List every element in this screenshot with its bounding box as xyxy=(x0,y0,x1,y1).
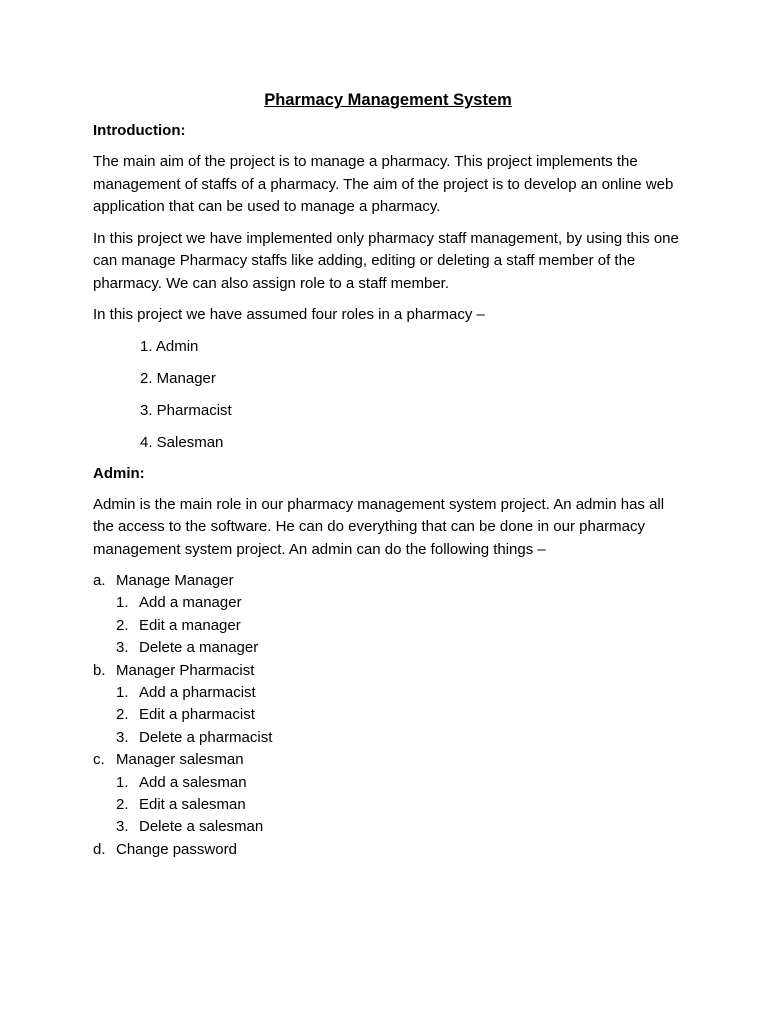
subtask-item xyxy=(116,615,683,637)
subtask-marker: 1. xyxy=(116,594,129,612)
task-item xyxy=(93,839,683,861)
admin-heading: Admin: xyxy=(93,464,145,482)
task-item xyxy=(93,570,683,660)
subtask-label: Delete a pharmacist xyxy=(139,728,273,746)
subtask-label: Add a pharmacist xyxy=(139,684,256,702)
task-marker: a. xyxy=(93,572,106,589)
subtask-marker: 1. xyxy=(116,684,129,702)
subtask-label: Delete a manager xyxy=(139,639,259,657)
document-title: Pharmacy Management System xyxy=(264,91,512,109)
subtask-item xyxy=(116,637,683,659)
task-label: Manage Manager xyxy=(116,572,234,589)
subtask-label: Add a salesman xyxy=(139,773,247,791)
task-marker: b. xyxy=(93,661,106,679)
subtask-item xyxy=(116,704,683,726)
roles-list xyxy=(93,336,683,454)
subtask-label: Delete a salesman xyxy=(139,818,264,836)
subtask-label: Add a manager xyxy=(139,594,242,612)
subtask-marker: 2. xyxy=(116,706,129,724)
task-item xyxy=(93,749,683,839)
task-marker: c. xyxy=(93,751,105,769)
task-item xyxy=(93,660,683,750)
intro-paragraph: In this project we have implemented only pharmacy staff management, by using this one can manage Pharmacy staffs like adding, editing or deleting a staff member of the pharmacy. We can also assign role to a staff member. xyxy=(93,229,679,292)
task-marker: d. xyxy=(93,840,106,858)
role-item: 4. Salesman xyxy=(140,433,224,451)
subtask-marker: 3. xyxy=(116,639,129,657)
subtask-item xyxy=(116,772,683,794)
task-label: Manager Pharmacist xyxy=(116,661,255,679)
task-label: Manager salesman xyxy=(116,751,244,769)
subtask-item xyxy=(116,816,683,838)
subtask-marker: 2. xyxy=(116,616,129,634)
subtask-marker: 3. xyxy=(116,818,129,836)
subtask-item xyxy=(116,794,683,816)
subtask-list xyxy=(93,592,683,659)
subtask-item xyxy=(116,592,683,614)
task-label: Change password xyxy=(116,840,237,858)
subtask-label: Edit a pharmacist xyxy=(139,706,255,724)
introduction-heading: Introduction: xyxy=(93,122,186,139)
roles-intro-paragraph: In this project we have assumed four roles in a pharmacy – xyxy=(93,306,485,323)
admin-paragraph: Admin is the main role in our pharmacy management system project. An admin has all the access to the software. He can do everything that can be done in our pharmacy management system project. An admin can do the following things – xyxy=(93,495,665,558)
role-item: 3. Pharmacist xyxy=(140,401,232,419)
subtask-marker: 2. xyxy=(116,796,129,814)
subtask-marker: 3. xyxy=(116,728,129,746)
admin-tasks-list xyxy=(93,570,683,861)
role-item: 2. Manager xyxy=(140,369,216,387)
subtask-item xyxy=(116,727,683,749)
role-item: 1. Admin xyxy=(140,337,199,355)
document-body xyxy=(93,88,683,861)
subtask-label: Edit a salesman xyxy=(139,796,246,814)
subtask-list xyxy=(93,772,683,839)
subtask-item xyxy=(116,682,683,704)
subtask-marker: 1. xyxy=(116,773,129,791)
subtask-label: Edit a manager xyxy=(139,616,241,634)
intro-paragraph: The main aim of the project is to manage a pharmacy. This project implements the management of staffs of a pharmacy. The aim of the project is to develop an online web application that can be used to manage a pharmacy. xyxy=(93,153,674,215)
subtask-list xyxy=(93,682,683,749)
